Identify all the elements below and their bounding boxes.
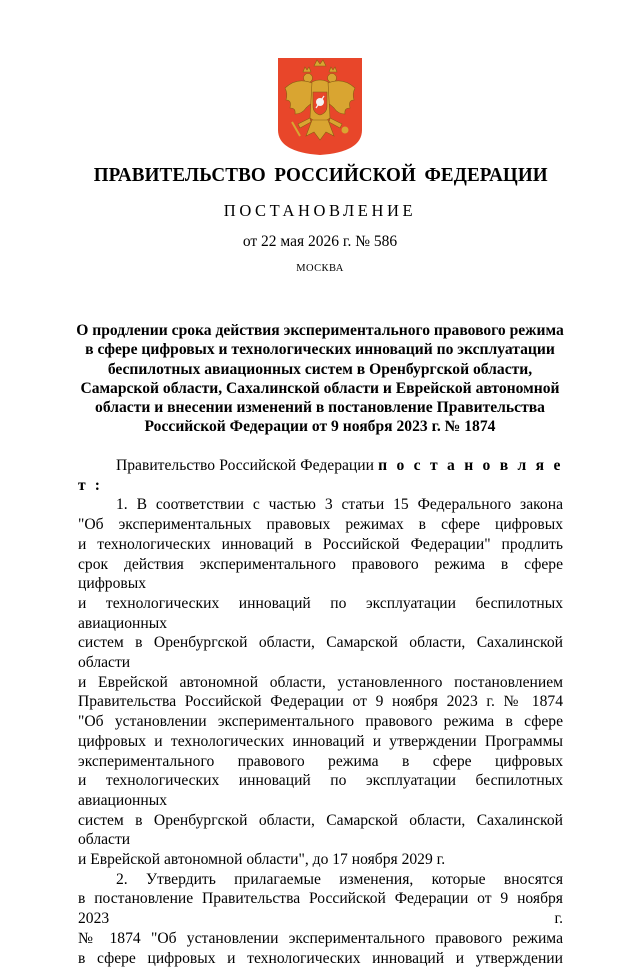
document-body [78, 456, 563, 968]
preamble [78, 456, 563, 495]
paragraph-2 [78, 870, 563, 968]
title-line: Российской Федерации от 9 ноября 2023 г. № 1874 [144, 418, 496, 436]
preamble-spaced: п о с т а н о в л я е т : [78, 457, 563, 494]
government-name: ПРАВИТЕЛЬСТВО РОССИЙСКОЙ ФЕДЕРАЦИИ [93, 164, 548, 186]
body-line: 1. В соответствии с частью 3 статьи 15 Федерального закона [116, 496, 563, 514]
body-line: цифровых и технологических инноваций и утверждении Программы [78, 732, 563, 750]
body-line: и технологических инноваций по эксплуатации беспилотных авиационных [78, 772, 563, 809]
body-line: систем в Оренбургской области, Самарской области, Сахалинской области [78, 634, 563, 672]
body-line: № 1874 "Об установлении экспериментального правового режима [78, 929, 563, 947]
preamble-text: Правительство Российской Федерации [116, 457, 379, 474]
body-line: и Еврейской автономной области, установленного постановлением [78, 673, 563, 691]
body-line: Правительства Российской Федерации от 9 ноября 2023 г. № 1874 [78, 693, 563, 711]
body-line: 2. Утвердить прилагаемые изменения, которые вносятся [116, 870, 563, 888]
body-line: и технологических инноваций по эксплуатации беспилотных авиационных [78, 594, 563, 632]
title-line: области и внесении изменений в постановление Правительства [95, 399, 545, 417]
body-line: и технологических инноваций в Российской Федерации" продлить [78, 535, 563, 553]
title-line: О продлении срока действия экспериментального правового режима [76, 322, 564, 339]
title-line: в сфере цифровых и технологических инноваций по эксплуатации [85, 341, 555, 359]
body-line: экспериментального правового режима в сфере цифровых [78, 752, 563, 770]
title-line: беспилотных авиационных систем в Оренбургской области, [107, 360, 533, 378]
body-line: в сфере цифровых и технологических инноваций и утверждении [78, 949, 563, 967]
title-line: Самарской области, Сахалинской области и Еврейской автономной [80, 379, 560, 397]
body-line: и Еврейской автономной области", до 17 ноября 2029 г. [78, 851, 446, 869]
document-title [70, 321, 570, 437]
body-line: "Об установлении экспериментального правового режима в сфере [78, 713, 563, 731]
document-dateline: от 22 мая 2026 г. № 586 [242, 233, 398, 250]
document-city: МОСКВА [296, 263, 344, 274]
body-line: срок действия экспериментального правового режима в сфере цифровых [78, 555, 563, 593]
body-line: систем в Оренбургской области, Самарской области, Сахалинской области [78, 811, 563, 849]
body-line: "Об экспериментальных правовых режимах в сфере цифровых [78, 516, 563, 534]
document-type: ПОСТАНОВЛЕНИЕ [223, 201, 417, 220]
paragraph-1 [78, 495, 563, 869]
coat-of-arms-icon [276, 56, 364, 157]
body-line: в постановление Правительства Российской Федерации от 9 ноября 2023 г. [78, 890, 563, 928]
